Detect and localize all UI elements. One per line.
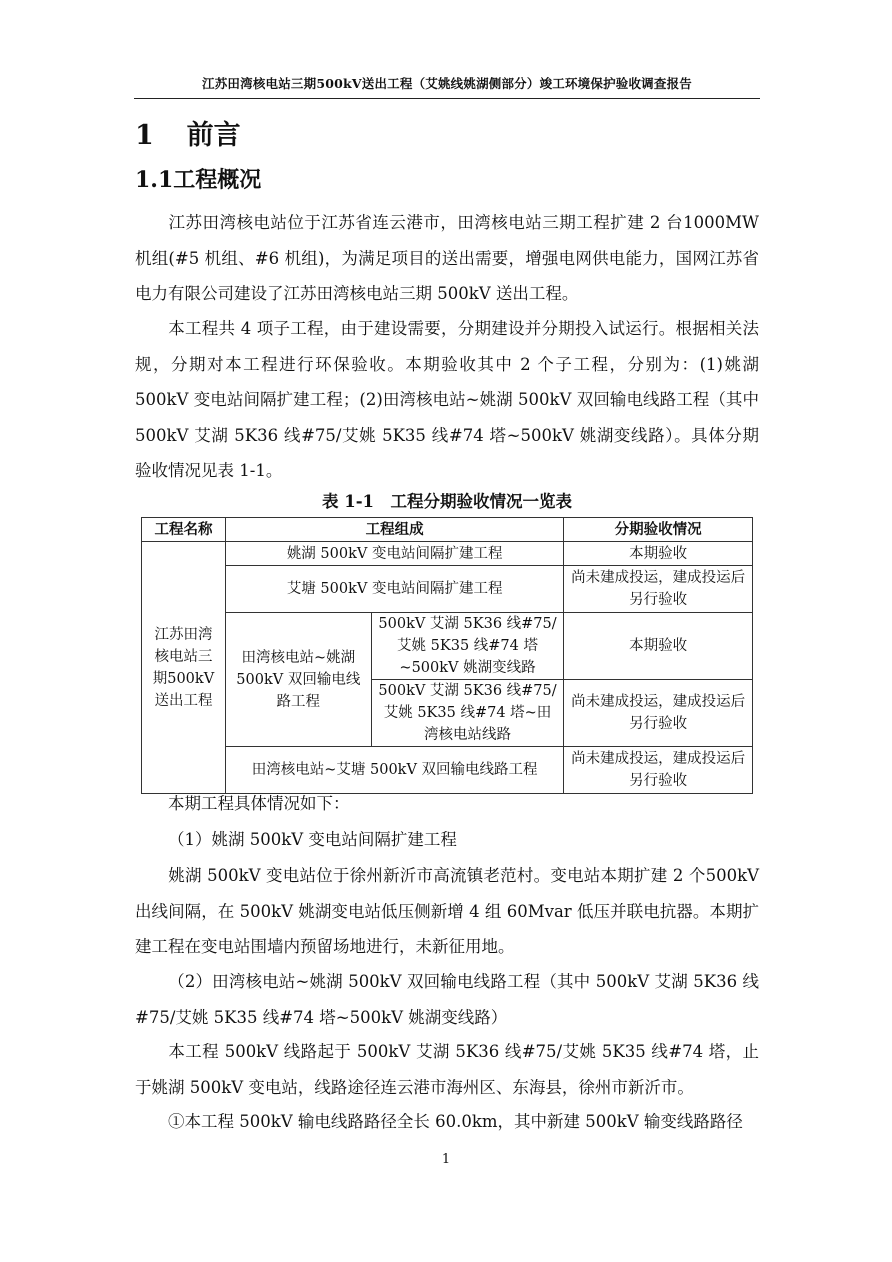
header-project-name: 工程名称: [142, 518, 226, 542]
paragraph-1-text: 江苏田湾核电站位于江苏省连云港市，田湾核电站三期工程扩建 2 台1000MW机组(#5 机组、#6 机组)，为满足项目的送出需要，增强电网供电能力，国网江苏省电力有限公司建设了江苏田湾核电站三期 500kV 送出工程。: [135, 213, 759, 303]
section-title: 前言: [186, 120, 241, 151]
paragraph-2: [135, 311, 759, 489]
row4-status: 尚未建成投运，建成投运后另行验收: [564, 680, 753, 747]
row3-item: 500kV 艾湖 5K36 线#75/艾姚 5K35 线#74 塔~500kV 姚湖变线路: [371, 613, 564, 680]
paragraph-8-text: ①本工程 500kV 输电线路路径全长 60.0km，其中新建 500kV 输变线路路径: [168, 1112, 743, 1131]
paragraph-8: [135, 1104, 759, 1140]
running-header: 江苏田湾核电站三期500kV送出工程（艾姚线姚湖侧部分）竣工环境保护验收调查报告: [202, 76, 692, 91]
group-cell: 田湾核电站~姚湖500kV 双回输电线路工程: [225, 613, 371, 747]
table-row: [142, 613, 753, 680]
table-header-row: [142, 518, 753, 542]
project-name-cell: 江苏田湾核电站三期500kV送出工程: [142, 542, 226, 794]
paragraph-4-text: （1）姚湖 500kV 变电站间隔扩建工程: [168, 830, 457, 849]
header-composition: 工程组成: [225, 518, 563, 542]
section-heading: [135, 113, 241, 152]
row1-item: 姚湖 500kV 变电站间隔扩建工程: [225, 542, 563, 566]
paragraph-7-text: 本工程 500kV 线路起于 500kV 艾湖 5K36 线#75/艾姚 5K35 线#74 塔，止于姚湖 500kV 变电站，线路途径连云港市海州区、东海县，徐州市新沂市。: [135, 1042, 759, 1097]
paragraph-7: [135, 1034, 759, 1105]
paragraph-6-text: （2）田湾核电站~姚湖 500kV 双回输电线路工程（其中 500kV 艾湖 5K36 线#75/艾姚 5K35 线#74 塔~500kV 姚湖变线路）: [135, 972, 759, 1027]
acceptance-table: [141, 517, 753, 794]
row5-status: 尚未建成投运，建成投运后另行验收: [564, 747, 753, 794]
paragraph-6: [135, 964, 759, 1035]
row3-status: 本期验收: [564, 613, 753, 680]
row2-item: 艾塘 500kV 变电站间隔扩建工程: [225, 566, 563, 613]
row2-status: 尚未建成投运，建成投运后另行验收: [564, 566, 753, 613]
paragraph-5-text: 姚湖 500kV 变电站位于徐州新沂市高流镇老范村。变电站本期扩建 2 个500kV 出线间隔，在 500kV 姚湖变电站低压侧新增 4 组 60Mvar 低压并联电抗器。本期扩建工程在变电站围墙内预留场地进行，未新征用地。: [135, 866, 759, 956]
table-row: [142, 566, 753, 613]
page-number: 1: [441, 1152, 451, 1167]
paragraph-2-text: 本工程共 4 项子工程，由于建设需要，分期建设并分期投入试运行。根据相关法规，分期对本工程进行环保验收。本期验收其中 2 个子工程，分别为：(1)姚湖 500kV 变电站间隔扩建工程；(2)田湾核电站~姚湖 500kV 双回输电线路工程（其中 500kV 艾湖 5K36 线#75/艾姚 5K35 线#74 塔~500kV 姚湖变线路）。具体分期验收情况见表 1-1。: [135, 319, 759, 480]
paragraph-4: [135, 822, 759, 858]
row1-status: 本期验收: [564, 542, 753, 566]
table-row: [142, 542, 753, 566]
row5-item: 田湾核电站~艾塘 500kV 双回输电线路工程: [225, 747, 563, 794]
paragraph-1: [135, 205, 759, 312]
header-status: 分期验收情况: [564, 518, 753, 542]
header-divider: [134, 98, 760, 99]
paragraph-5: [135, 858, 759, 965]
table-caption: 表 1-1 工程分期验收情况一览表: [321, 492, 573, 511]
paragraph-3: [135, 786, 759, 822]
subsection-heading: 1.1工程概况: [135, 167, 262, 193]
section-number: 1: [135, 120, 154, 151]
row4-item: 500kV 艾湖 5K36 线#75/艾姚 5K35 线#74 塔~田湾核电站线路: [371, 680, 564, 747]
paragraph-3-text: 本期工程具体情况如下：: [168, 794, 350, 813]
